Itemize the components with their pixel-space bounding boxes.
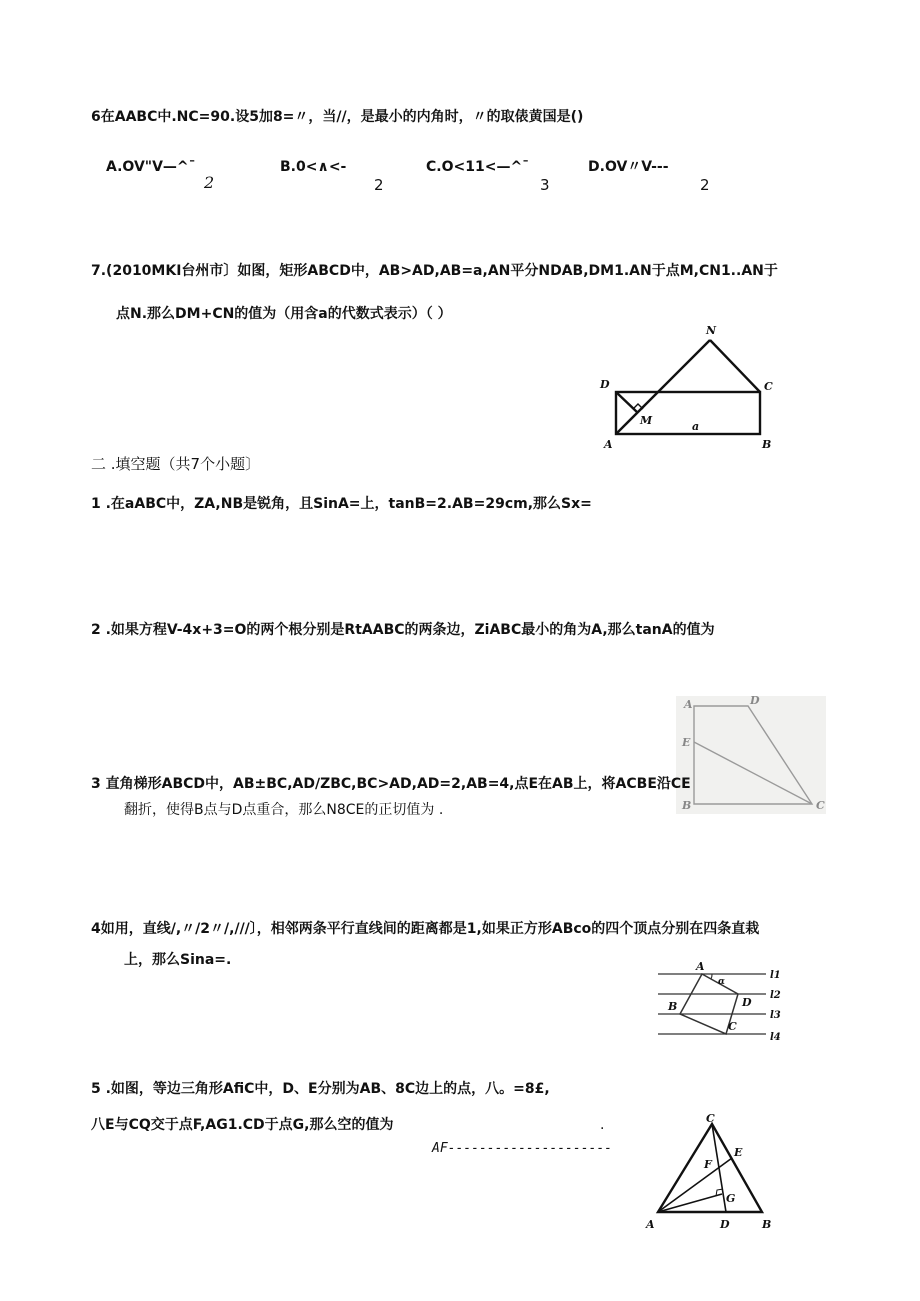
fill-3-line-2: 翻折，使得B点与D点重合，那么N8CE的正切值为 . (124, 802, 444, 818)
fill-3-label-a: A (684, 698, 693, 711)
q7-label-c: C (764, 380, 773, 393)
fill-2-text: 2 .如果方程V-4x+3=O的两个根分别是RtAABC的两条边，ZiABC最小的角为A,那么tanA的值为 (91, 622, 715, 638)
fill-3-label-e: E (682, 736, 691, 749)
fill-5-line-1: 5 .如图，等边三角形AfiC中，D、E分别为AB、8C边上的点，八。=8£, (91, 1081, 550, 1097)
q6-option-a: A.OV"V—^¯ (106, 159, 196, 175)
q6-option-d: D.OV〃V--- (588, 159, 669, 175)
q7-rectangle-figure (596, 322, 782, 452)
fill-4-label-alpha: α (718, 977, 725, 987)
fill-3-label-b: B (682, 799, 692, 812)
q7-label-n: N (706, 324, 717, 337)
fill-4-label-l4: l4 (770, 1032, 781, 1043)
fill-4-angle-alpha-arc (711, 974, 712, 979)
fill-4-label-c: C (728, 1020, 737, 1033)
q7-right-angle-mark (633, 404, 643, 409)
q6-option-b-sub: 2 (374, 176, 384, 194)
fill-5-label-a: A (646, 1218, 655, 1231)
fill-5-label-e: E (734, 1146, 743, 1159)
fill-3-line-1: 3 直角梯形ABCD中，AB±BC,AD∕ZBC,BC>AD,AD=2,AB=4,点E在AB上，将ACBE沿CE (91, 776, 691, 792)
q7-label-a: A (604, 438, 613, 451)
section-2-heading: 二 .填空题（共7个小题〕 (91, 455, 261, 473)
q6-option-c: C.O<11<—^¯ (426, 159, 530, 175)
fill-5-triangle-figure (640, 1110, 780, 1234)
fill-5-label-f: F (704, 1158, 712, 1171)
fill-3-label-c: C (816, 799, 825, 812)
q6-option-d-sub: 2 (700, 176, 710, 194)
fill-4-line-1: 4如用，直线/,〃/2〃/,///〕，相邻两条平行直线间的距离都是1,如果正方形ABco的四个顶点分别在四条直栽 (91, 921, 760, 937)
fill-5-af-denominator: AF--------------------- (432, 1141, 613, 1156)
fill-4-label-l2: l2 (770, 990, 781, 1001)
fill-5-line-2: 八E与CQ交于点F,AG1.CD于点G,那么空的值为 (91, 1117, 394, 1133)
fill-4-line-2: 上，那么Sina=. (124, 952, 232, 968)
fill-5-label-g: G (726, 1192, 736, 1205)
fill-5-line-2-end: . (600, 1117, 605, 1133)
fill-5-label-c: C (706, 1112, 715, 1125)
fill-4-label-l1: l1 (770, 970, 781, 981)
q7-label-d: D (600, 378, 610, 391)
fill-3-label-d: D (750, 696, 760, 707)
q7-line-2: 点N.那么DM+CN的值为（用含a的代数式表示）（ ） (116, 306, 452, 322)
fill-3-trapezoid-figure (676, 696, 826, 814)
fill-5-label-d: D (720, 1218, 730, 1231)
q7-line-1: 7.(2010MKI台州市〕如图，矩形ABCD中，AB>AD,AB=a,AN平分NDAB,DM1.AN于点M,CN1..AN于 (91, 263, 778, 279)
q7-label-m: M (640, 414, 653, 427)
fill-4-parallel-lines-figure (654, 960, 794, 1052)
q6-option-c-sub: 3 (540, 176, 550, 194)
q6-option-b: B.0<∧<- (280, 159, 347, 175)
q6-option-a-sub: 2 (204, 173, 215, 192)
fill-4-label-d: D (742, 996, 752, 1009)
q7-line-dm (616, 392, 638, 413)
q7-line-cn (710, 340, 760, 392)
fill-4-label-b: B (668, 1000, 678, 1013)
q7-label-b: B (762, 438, 772, 451)
fill-4-label-l3: l3 (770, 1010, 781, 1021)
fill-4-label-a: A (696, 960, 705, 973)
q6-stem: 6在AABC中.NC=90.设5加8=〃，当//，是最小的内角时，〃的取俵黄国是() (91, 109, 584, 125)
fill-5-label-b: B (762, 1218, 772, 1231)
q7-label-a-side: a (692, 420, 700, 433)
fill-1-text: 1 .在aABC中，ZA,NB是锐角，且SinA=上，tanB=2.AB=29cm,那么Sx= (91, 496, 592, 512)
